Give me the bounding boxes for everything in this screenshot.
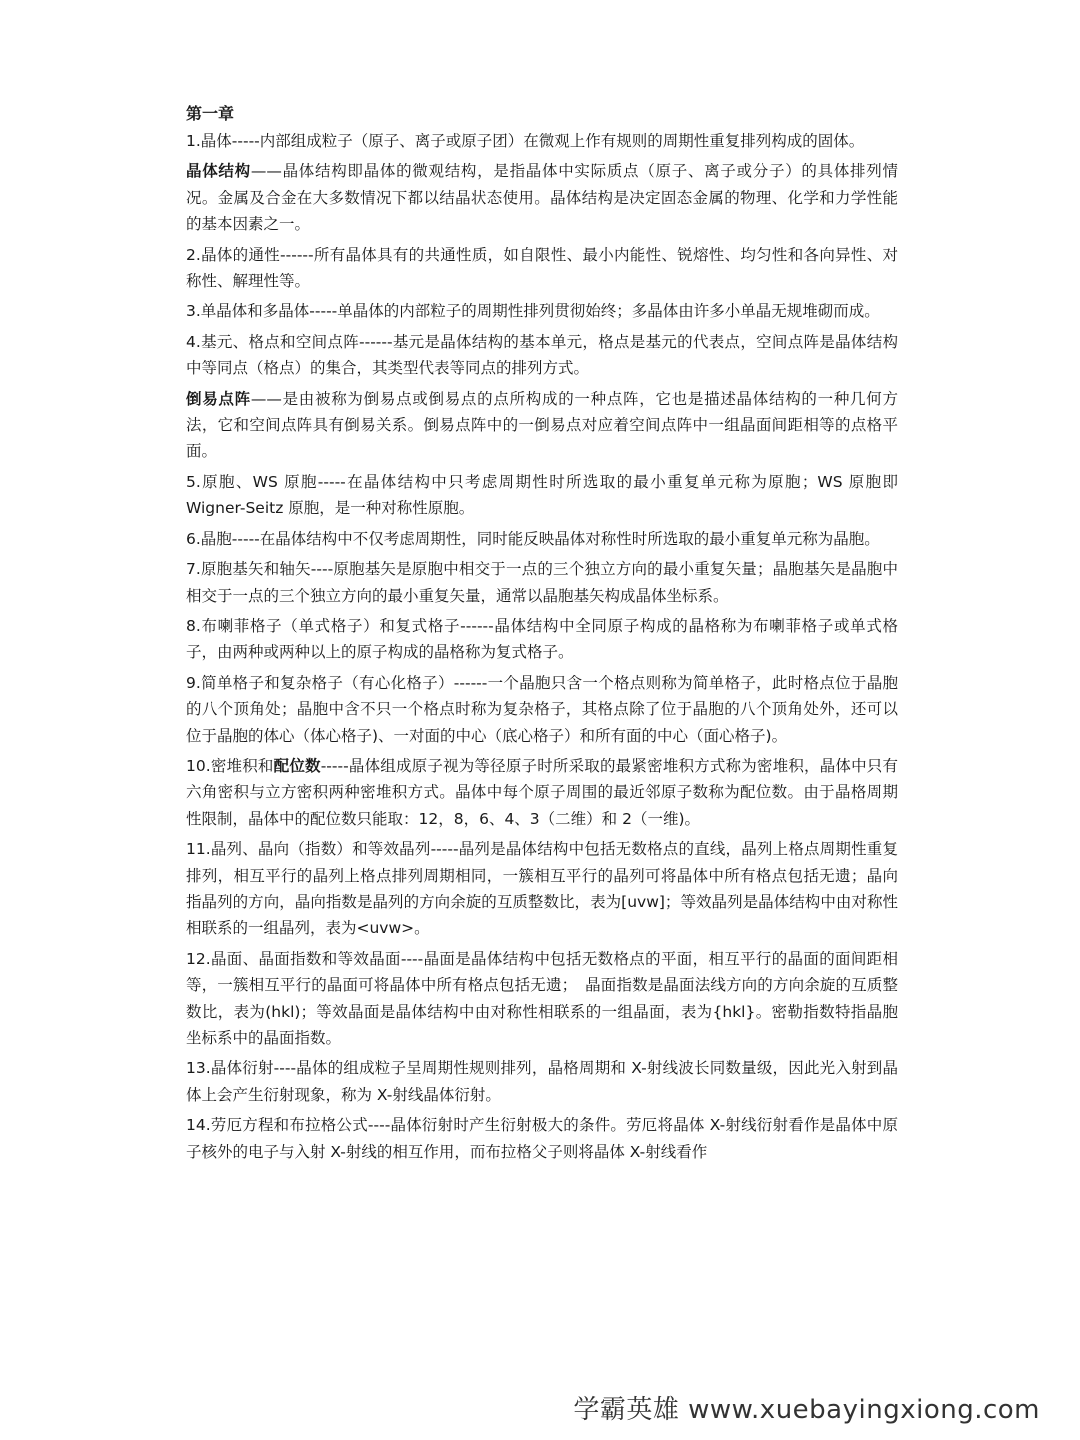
paragraph-2: 2.晶体的通性------所有晶体具有的共通性质，如自限性、最小内能性、锐熔性、均匀性和各向异性、对称性、解理性等。 bbox=[186, 245, 898, 291]
paragraph-reciprocal-lattice: 倒易点阵——是由被称为倒易点或倒易点的点所构成的一种点阵，它也是描述晶体结构的一种几何方法，它和空间点阵具有倒易关系。倒易点阵中的一倒易点对应着空间点阵中一组晶面间距相等的点格平面。 bbox=[186, 389, 898, 461]
paragraph-7: 7.原胞基矢和轴矢----原胞基矢是原胞中相交于一点的三个独立方向的最小重复矢量；晶胞基矢是晶胞中相交于一点的三个独立方向的最小重复矢量，通常以晶胞基矢构成晶体坐标系。 bbox=[186, 560, 898, 605]
paragraph-8: 8.布喇菲格子（单式格子）和复式格子------晶体结构中全同原子构成的晶格称为布喇菲格子或单式格子，由两种或两种以上的原子构成的晶格称为复式格子。 bbox=[186, 616, 898, 662]
document-body bbox=[186, 100, 898, 1169]
paragraph-5: 5.原胞、WS 原胞-----在晶体结构中只考虑周期性时所选取的最小重复单元称为原胞；WS 原胞即 Wigner-Seitz 原胞，是一种对称性原胞。 bbox=[186, 472, 898, 518]
paragraph-14: 14.劳厄方程和布拉格公式----晶体衍射时产生衍射极大的条件。劳厄将晶体 X-射线衍射看作是晶体中原子核外的电子与入射 X-射线的相互作用，而布拉格父子则将晶体 X-射线看作 bbox=[186, 1116, 898, 1161]
paragraph-4: 4.基元、格点和空间点阵------基元是晶体结构的基本单元，格点是基元的代表点，空间点阵是晶体结构中等同点（格点）的集合，其类型代表等同点的排列方式。 bbox=[186, 332, 898, 378]
term-coordination-number: 配位数 bbox=[273, 756, 321, 775]
term-reciprocal-lattice: 倒易点阵 bbox=[186, 389, 251, 408]
footer-watermark: 学霸英雄 www.xuebayingxiong.com bbox=[573, 1395, 1040, 1425]
chapter-title: 第一章 bbox=[186, 104, 235, 123]
paragraph-9: 9.简单格子和复杂格子（有心化格子）------一个晶胞只含一个格点则称为简单格子，此时格点位于晶胞的八个顶角处；晶胞中含不只一个格点时称为复杂格子，其格点除了位于晶胞的八个顶角处外，还可以位于晶胞的体心（体心格子)、一对面的中心（底心格子）和所有面的中心（面心格子)。 bbox=[186, 673, 898, 745]
paragraph-11: 11.晶列、晶向（指数）和等效晶列-----晶列是晶体结构中包括无数格点的直线，晶列上格点周期性重复排列，相互平行的晶列上格点排列周期相同，一簇相互平行的晶列可将晶体中所有格点包括无遗；晶向指晶列的方向，晶向指数是晶列的方向余旋的互质整数比，表为[uvw]；等效晶列是晶体结构中由对称性相联系的一组晶列，表为<uvw>。 bbox=[186, 840, 898, 938]
term-crystal-structure: 晶体结构 bbox=[186, 162, 251, 181]
paragraph-6: 6.晶胞-----在晶体结构中不仅考虑周期性，同时能反映晶体对称性时所选取的最小重复单元称为晶胞。 bbox=[186, 529, 880, 548]
paragraph-crystal-structure: 晶体结构——晶体结构即晶体的微观结构，是指晶体中实际质点（原子、离子或分子）的具体排列情况。金属及合金在大多数情况下都以结晶状态使用。晶体结构是决定固态金属的物理、化学和力学性能的基本因素之一。 bbox=[186, 162, 898, 234]
paragraph-13: 13.晶体衍射----晶体的组成粒子呈周期性规则排列，晶格周期和 X-射线波长同数量级，因此光入射到晶体上会产生衍射现象，称为 X-射线晶体衍射。 bbox=[186, 1059, 898, 1104]
paragraph-1: 1.晶体-----内部组成粒子（原子、离子或原子团）在微观上作有规则的周期性重复排列构成的固体。 bbox=[186, 132, 865, 150]
paragraph-10: 10.密堆积和配位数-----晶体组成原子视为等径原子时所采取的最紧密堆积方式称为密堆积，晶体中只有六角密积与立方密积两种密堆积方式。晶体中每个原子周围的最近邻原子数称为配位数。由于晶格周期性限制，晶体中的配位数只能取：12，8，6、4、3（二维）和 2（一维)。 bbox=[186, 756, 898, 828]
paragraph-3: 3.单晶体和多晶体-----单晶体的内部粒子的周期性排列贯彻始终；多晶体由许多小单晶无规堆砌而成。 bbox=[186, 302, 880, 321]
paragraph-12: 12.晶面、晶面指数和等效晶面----晶面是晶体结构中包括无数格点的平面，相互平行的晶面的面间距相等，一簇相互平行的晶面可将晶体中所有格点包括无遗； 晶面指数是晶面法线方向的方向余旋的互质整数比，表为(hkl)；等效晶面是晶体结构中由对称性相联系的一组晶面，表为{hkl}。密勒指数特指晶胞坐标系中的晶面指数。 bbox=[186, 949, 898, 1047]
